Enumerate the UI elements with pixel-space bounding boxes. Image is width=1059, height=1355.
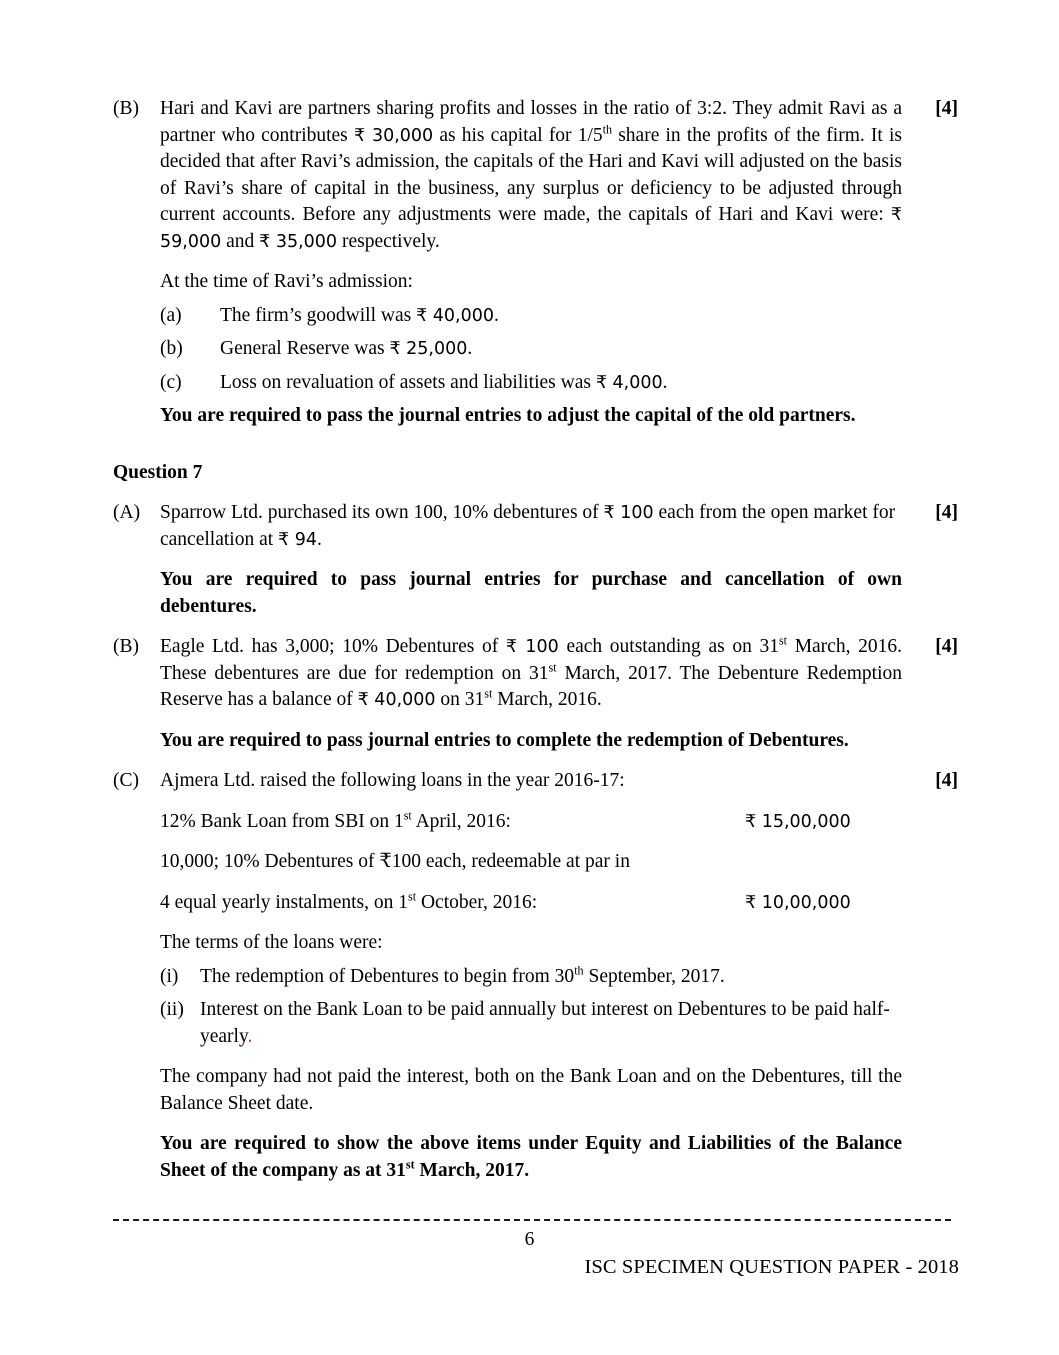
q7c-req-2: March, 2017. (414, 1159, 530, 1181)
question7-part-b (113, 634, 958, 714)
q7a-text-1: Sparrow Ltd. purchased its own 100, 10% debentures of (160, 502, 604, 523)
question7-part-c-requirement (160, 1131, 902, 1184)
question7-term-i-text (200, 964, 902, 991)
q7b-text-6: March, 2016. (492, 689, 602, 710)
loan-row-1-amount: ₹ 15,00,000 (745, 811, 851, 832)
question6-part-b-label: (B) (113, 98, 139, 119)
question7-heading: Question 7 (113, 461, 203, 483)
q6b2-amount: ₹ 25,000 (389, 339, 468, 359)
loan1-sup: st (403, 808, 412, 822)
question7-term-ii-row (113, 997, 958, 1050)
loan-row-1-description (160, 809, 745, 836)
question7-part-c-marks: [4] (935, 770, 958, 791)
q7b-amount-face: ₹ 100 (505, 637, 559, 657)
question7-part-b-text (160, 634, 902, 714)
q6b-amount-hari: ₹ 59,000 (160, 205, 902, 252)
loan-row (160, 809, 902, 836)
q7b-amount-drr: ₹ 40,000 (357, 690, 436, 710)
term-ii-text-before: Interest on the Bank Loan to be paid annually but interest on Debentures to be paid half-yearly (200, 999, 890, 1047)
page-content (113, 96, 958, 1184)
term-ii-trailing-period: . (247, 1025, 253, 1047)
footer-title: ISC SPECIMEN QUESTION PAPER - 2018 (584, 1256, 959, 1278)
q7b-sup-st-1: st (778, 633, 788, 648)
q6b-amount-capital: ₹ 30,000 (353, 125, 434, 146)
loan2-desc-before: 10,000; 10% Debentures of ₹100 each, redeemable at par in (160, 851, 630, 872)
question6-item-a-marker: (a) (160, 304, 182, 326)
q7b-text-1: Eagle Ltd. has 3,000; 10% Debentures of (160, 636, 506, 657)
question6-part-b-text (160, 96, 902, 255)
question6-part-b (113, 96, 958, 255)
question7-term-i (160, 964, 902, 991)
loan-row-3-description (160, 890, 745, 917)
question6-part-b-marks: [4] (935, 98, 958, 119)
q7b-text-5: on 31 (435, 689, 485, 710)
question6-item-a (113, 303, 958, 330)
question7-part-a-requirement: You are required to pass journal entries for purchase and cancellation of own debentures. (160, 569, 902, 617)
q7b-text-2: each outstanding as on 31 (558, 636, 779, 657)
q7a-text-3: . (317, 528, 322, 550)
q6c-amount: ₹ 4,000 (595, 372, 663, 393)
q6b-text-1: Hari and Kavi are partners sharing profits and losses in the ratio of 3:2. They admit Ravi as a partner who contributes (160, 98, 902, 146)
question7-terms-intro-row (113, 930, 958, 957)
question7-term-ii-text (200, 997, 902, 1050)
question7-part-a (113, 500, 958, 553)
q6b-text-5: respectively. (337, 230, 440, 252)
question7-loan-row-2 (113, 849, 958, 876)
question6-item-b-text (220, 336, 958, 363)
question7-loan-row-3 (113, 890, 958, 917)
question6-item-c (113, 370, 958, 397)
loan-row-2-description (160, 849, 745, 876)
question6-item-b (113, 336, 958, 363)
question7-part-a-text (160, 500, 902, 553)
loan3-desc-before: 4 equal yearly instalments, on 1 (160, 891, 409, 913)
term-i-sup: th (574, 963, 584, 977)
question7-part-a-requirement-row (113, 567, 958, 620)
q7a-amount-price: ₹ 94 (278, 529, 317, 550)
question6-admission-intro-row (113, 269, 958, 296)
loan1-desc-before: 12% Bank Loan from SBI on 1 (160, 810, 404, 832)
question6-admission-intro: At the time of Ravi’s admission: (160, 271, 413, 292)
q7b-sup-st-3: st (484, 686, 493, 701)
loan1-desc-after: April, 2016: (411, 810, 511, 832)
loan-row-3-amount: ₹ 10,00,000 (745, 892, 851, 913)
question6-item-b-marker: (b) (160, 338, 183, 359)
q7c-req-sup: st (405, 1157, 415, 1171)
question7-terms-intro: The terms of the loans were: (160, 932, 383, 953)
question7-part-a-label: (A) (113, 502, 141, 523)
page-number: 6 (524, 1229, 535, 1250)
question7-part-c-intro: Ajmera Ltd. raised the following loans in the year 2016-17: (160, 770, 625, 791)
question7-part-b-marks: [4] (935, 636, 958, 657)
q7b-text-4: March, 2017. The Debenture Redemption Reserve has a balance of (160, 662, 903, 710)
q6b-text-3: share in the profits of the firm. It is decided that after Ravi’s admission, the capitals of the Hari and Kavi will adjusted on the basis of Ravi’s share of capital in the business, any surplus or deficiency to be adjusted through current accounts. Before any adjustments were made, the capitals of Hari and Kavi were: (160, 124, 903, 225)
question7-term-ii (160, 997, 902, 1050)
q6c-text-before: Loss on revaluation of assets and liabilities was (220, 371, 596, 393)
q7a-text-2: each from the open market for cancellation at (160, 502, 896, 550)
q6b-sup-th: th (602, 122, 613, 136)
q7c-req-1: You are required to show the above items under Equity and Liabilities of the Balance Sheet of the company as at 31 (160, 1133, 902, 1181)
q6b-text-4: and (221, 230, 260, 252)
q6b-amount-kavi: ₹ 35,000 (259, 231, 338, 252)
loan-row (160, 849, 902, 876)
question7-part-b-requirement-row (113, 728, 958, 755)
question7-part-b-label: (B) (113, 636, 139, 657)
q6c-text-after: . (662, 371, 668, 393)
question7-note: The company had not paid the interest, both on the Bank Loan and on the Debentures, till the Balance Sheet date. (160, 1066, 902, 1114)
q7b-sup-st-2: st (548, 660, 557, 674)
question7-loan-row-1 (113, 809, 958, 836)
q6b2-text-after: . (467, 338, 473, 359)
question7-term-i-marker: (i) (160, 965, 179, 987)
term-i-text-after: September, 2017. (583, 965, 725, 987)
question7-part-c-label: (C) (113, 770, 139, 791)
q7b-text-3: March, 2016. These debentures are due for redemption on 31 (160, 636, 902, 684)
loan-row (160, 890, 902, 917)
q7a-amount-face: ₹ 100 (603, 503, 654, 523)
loan3-sup: st (408, 889, 417, 903)
q6b-text-2: as his capital for 1/5 (433, 124, 603, 146)
q6a-text-before: The firm’s goodwill was (220, 304, 417, 326)
q6a-text-after: . (494, 304, 499, 326)
question7-term-i-row (113, 964, 958, 991)
question7-note-row (113, 1064, 958, 1117)
question6-item-c-marker: (c) (160, 371, 182, 393)
question6-requirement-row (113, 403, 958, 430)
question6-requirement: You are required to pass the journal entries to adjust the capital of the old partners. (160, 405, 856, 426)
question7-part-c (113, 768, 958, 795)
question7-part-c-requirement-row (113, 1131, 958, 1184)
question6-item-a-text (220, 303, 958, 330)
loan3-desc-after: October, 2016: (416, 891, 538, 913)
q6a-amount: ₹ 40,000 (416, 305, 494, 326)
q6b2-text-before: General Reserve was (220, 338, 390, 359)
footer-separator (113, 1219, 951, 1221)
question7-part-b-requirement: You are required to pass journal entries to complete the redemption of Debentures. (160, 729, 849, 751)
question7-term-ii-marker: (ii) (160, 999, 184, 1020)
question6-item-c-text (220, 370, 958, 397)
question7-part-a-marks: [4] (935, 502, 958, 523)
term-i-text-before: The redemption of Debentures to begin from 30 (200, 965, 575, 987)
loan-row-2-amount (745, 849, 902, 876)
